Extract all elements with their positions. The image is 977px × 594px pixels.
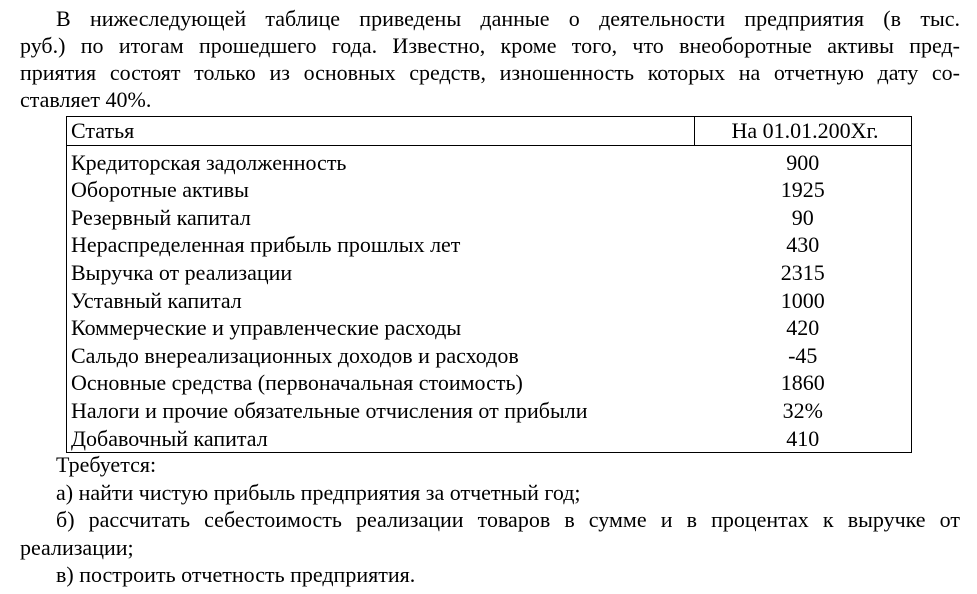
row-item: Кредиторская задолженность — [67, 145, 695, 176]
table-row — [67, 145, 912, 176]
row-item: Оборотные активы — [67, 176, 695, 204]
table-header-row — [67, 117, 912, 146]
table-row — [67, 425, 912, 453]
table-row — [67, 204, 912, 232]
row-value: 410 — [695, 425, 912, 453]
table-row — [67, 259, 912, 287]
column-header-item: Статья — [67, 117, 695, 146]
table-row — [67, 369, 912, 397]
row-item: Выручка от реализации — [67, 259, 695, 287]
row-value: 1860 — [695, 369, 912, 397]
row-item: Сальдо внереализационных доходов и расходов — [67, 342, 695, 370]
intro-line: приятия состоят только из основных средств, изношенность которых на отчетную дату со- — [20, 60, 960, 85]
row-item: Добавочный капитал — [67, 425, 695, 453]
row-value: 1925 — [695, 176, 912, 204]
requirement-a: а) найти чистую прибыль предприятия за отчетный год; — [56, 479, 581, 505]
requirements-section — [20, 451, 960, 589]
row-value: -45 — [695, 342, 912, 370]
column-header-date: На 01.01.200Хг. — [695, 117, 912, 146]
row-value: 32% — [695, 397, 912, 425]
table-row — [67, 397, 912, 425]
requirements-label: Требуется: — [56, 452, 157, 477]
row-value: 420 — [695, 314, 912, 342]
intro-line: руб.) по итогам прошедшего года. Известно, кроме того, что внеоборотные активы пред- — [20, 33, 960, 58]
intro-line: В нижеследующей таблице приведены данные о деятельности предприятия (в тыс. — [56, 6, 960, 31]
table-row — [67, 176, 912, 204]
intro-line: ставляет 40%. — [20, 87, 152, 112]
table-row — [67, 314, 912, 342]
row-value: 2315 — [695, 259, 912, 287]
row-value: 90 — [695, 204, 912, 232]
row-value: 1000 — [695, 287, 912, 315]
row-value: 900 — [695, 145, 912, 176]
row-item: Уставный капитал — [67, 287, 695, 315]
row-item: Нераспределенная прибыль прошлых лет — [67, 231, 695, 259]
requirement-c: в) построить отчетность предприятия. — [56, 562, 416, 587]
table-row — [67, 287, 912, 315]
requirement-b-line: б) рассчитать себестоимость реализации товаров в сумме и в процентах к выручке от — [56, 507, 960, 532]
table-row — [67, 231, 912, 259]
requirement-b-line: реализации; — [20, 534, 134, 560]
row-item: Основные средства (первоначальная стоимость) — [67, 369, 695, 397]
row-item: Налоги и прочие обязательные отчисления от прибыли — [67, 397, 695, 425]
requirement-b — [20, 506, 960, 561]
row-item: Резервный капитал — [67, 204, 695, 232]
financial-data-table — [66, 116, 912, 453]
table-row — [67, 342, 912, 370]
intro-paragraph — [20, 5, 960, 113]
row-value: 430 — [695, 231, 912, 259]
row-item: Коммерческие и управленческие расходы — [67, 314, 695, 342]
